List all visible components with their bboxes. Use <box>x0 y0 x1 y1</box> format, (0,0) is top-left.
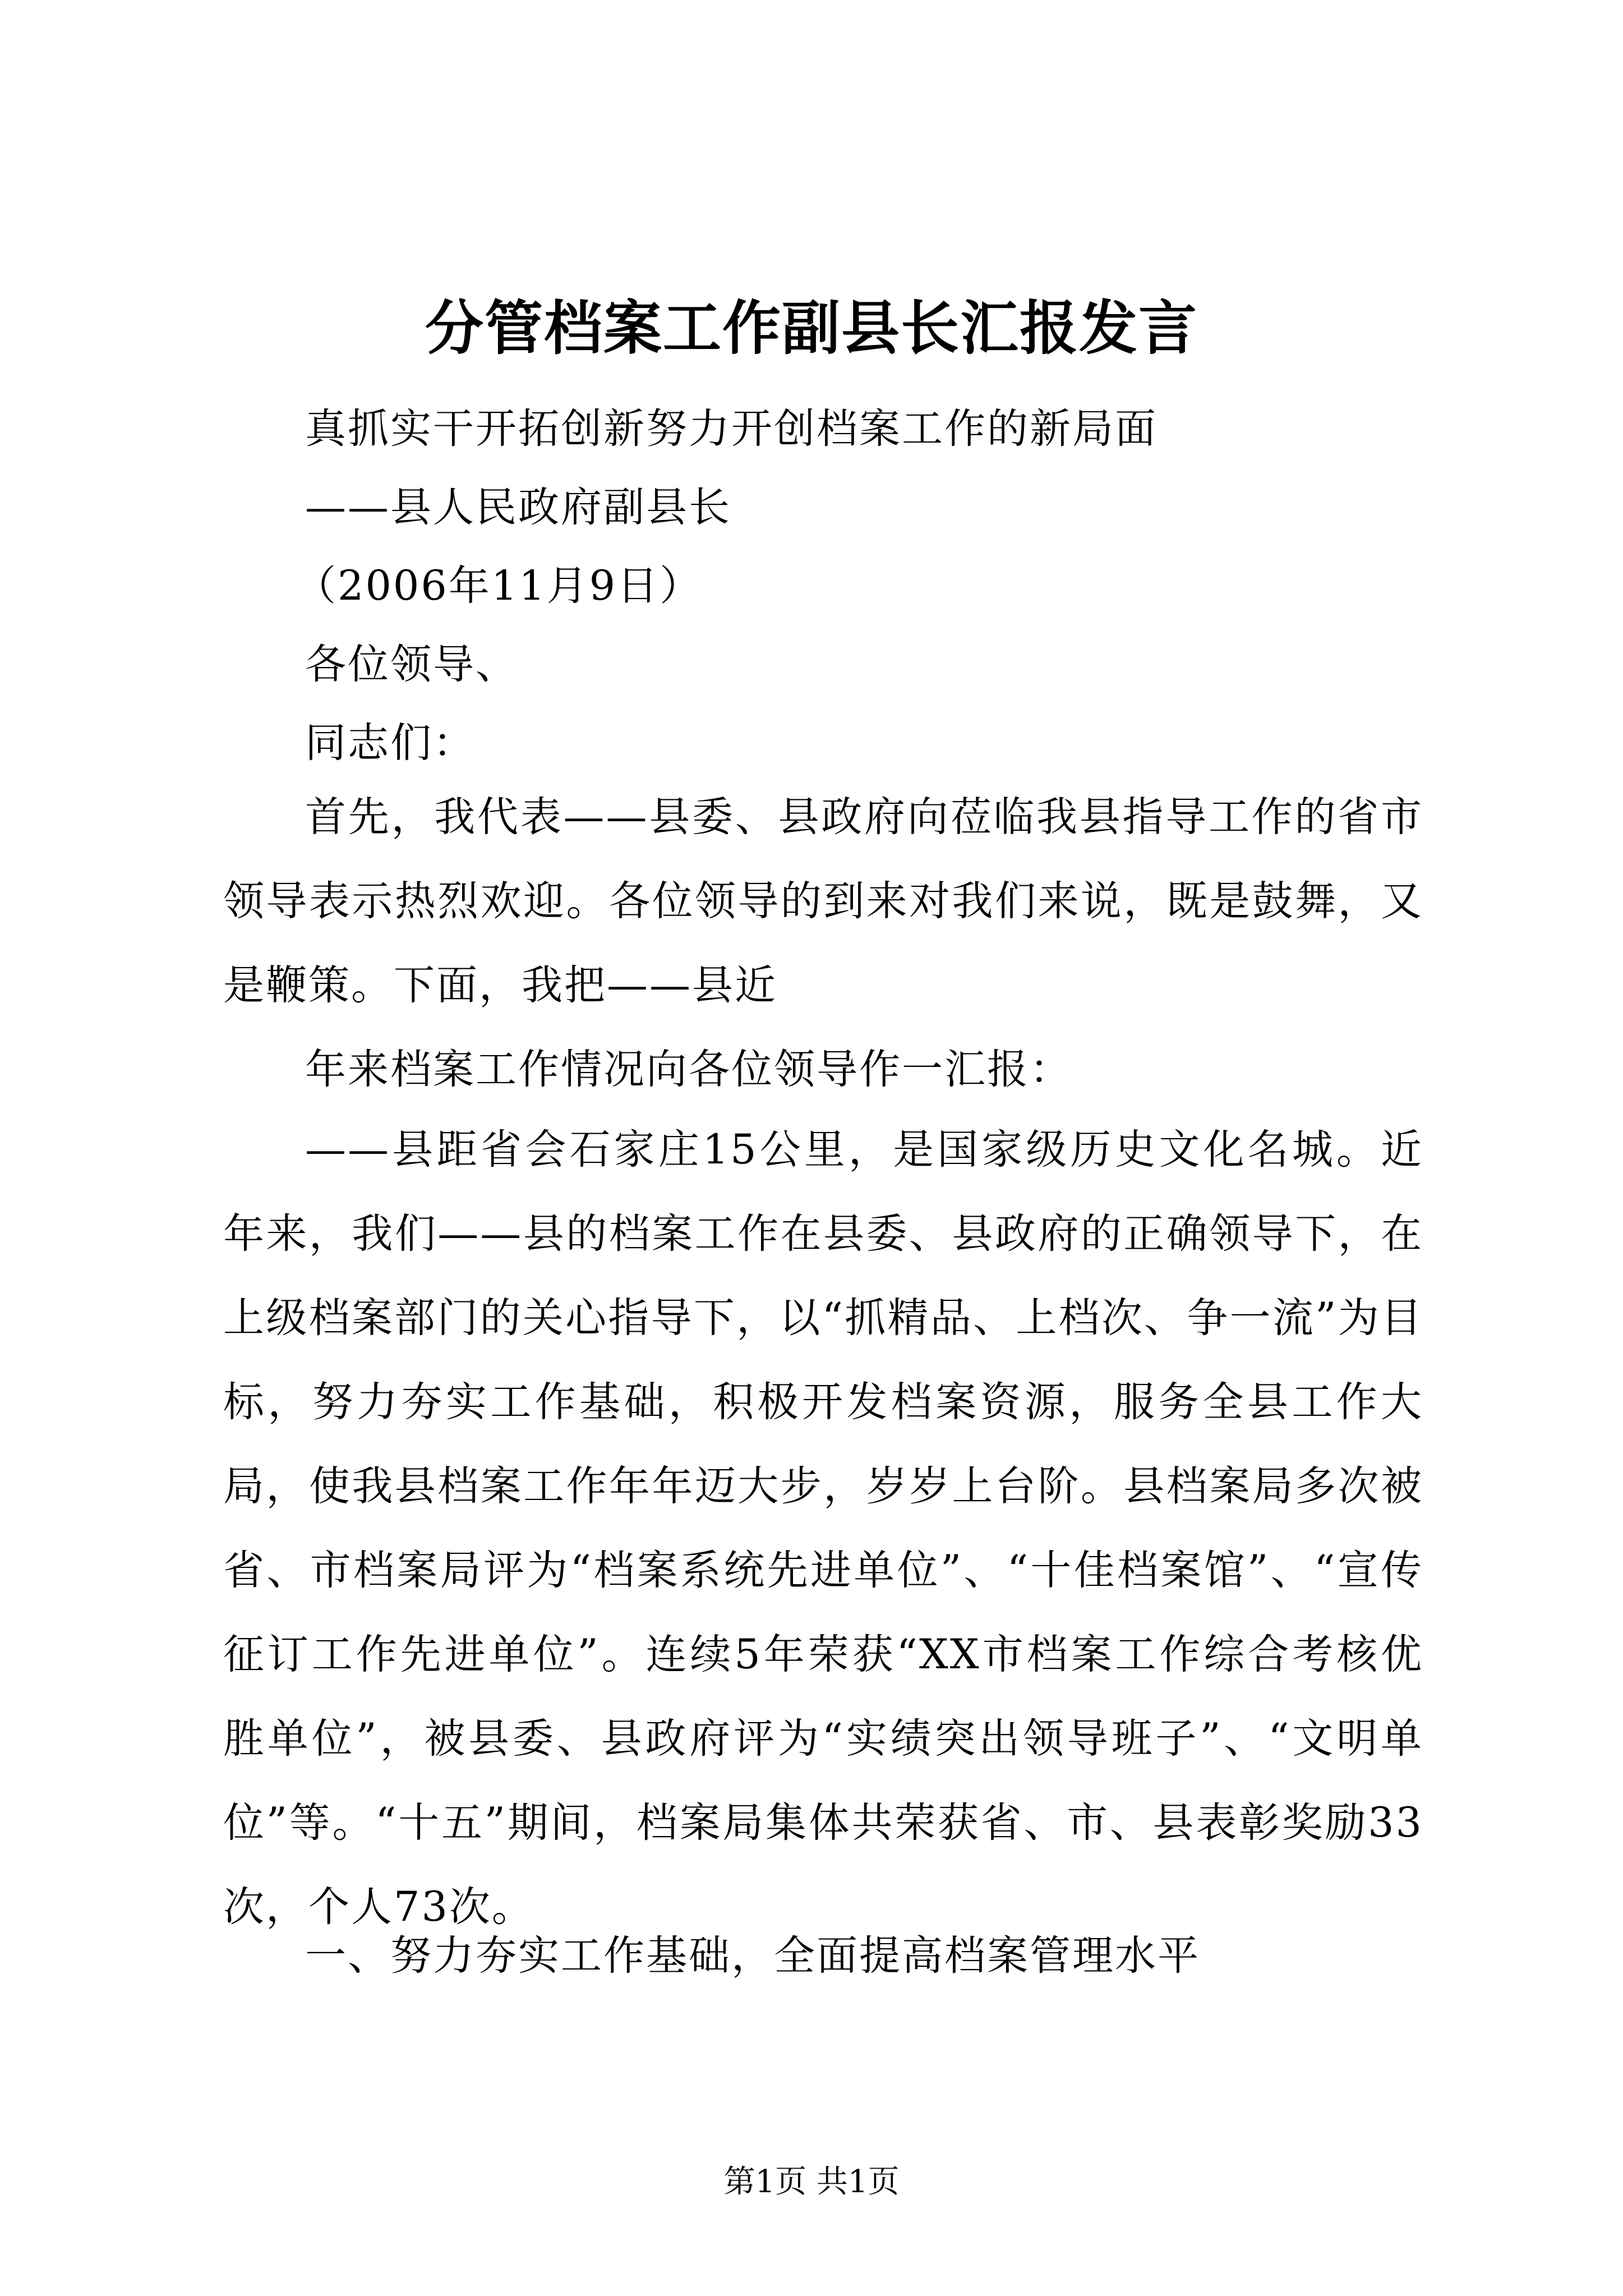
salutation-comrades: 同志们： <box>305 719 476 767</box>
section-heading: 一、努力夯实工作基础，全面提高档案管理水平 <box>305 1932 1200 1980</box>
page-footer: 第1页 共1页 <box>723 2164 900 2200</box>
date-line: （2006年11月9日） <box>295 562 703 610</box>
document-title: 分管档案工作副县长汇报发言 <box>425 293 1198 362</box>
paragraph-intro: 年来档案工作情况向各位领导作一汇报： <box>305 1046 1072 1093</box>
paragraph-opening: 首先，我代表——县委、县政府向莅临我县指导工作的省市领导表示热烈欢迎。各位领导的到来对我们来说，既是鼓舞，又是鞭策。下面，我把——县近 <box>223 793 1423 1009</box>
subtitle: 真抓实干开拓创新努力开创档案工作的新局面 <box>305 405 1158 453</box>
paragraph-overview: ——县距省会石家庄15公里，是国家级历史文化名城。近年来，我们——县的档案工作在县委、县政府的正确领导下，在上级档案部门的关心指导下，以“抓精品、上档次、争一流”为目标，努力夯实工作基础，积极开发档案资源，服务全县工作大局，使我县档案工作年年迈大步，岁岁上台阶。县档案局多次被省、市档案局评为“档案系统先进单位”、“十佳档案馆”、“宣传征订工作先进单位”。连续5年荣获“XX市档案工作综合考核优胜单位”，被县委、县政府评为“实绩突出领导班子”、“文明单位”等。“十五”期间，档案局集体共荣获省、市、县表彰奖励33次，个人73次。 <box>223 1126 1423 1931</box>
speaker-line: ——县人民政府副县长 <box>305 484 731 531</box>
salutation-leaders: 各位领导、 <box>305 641 518 688</box>
